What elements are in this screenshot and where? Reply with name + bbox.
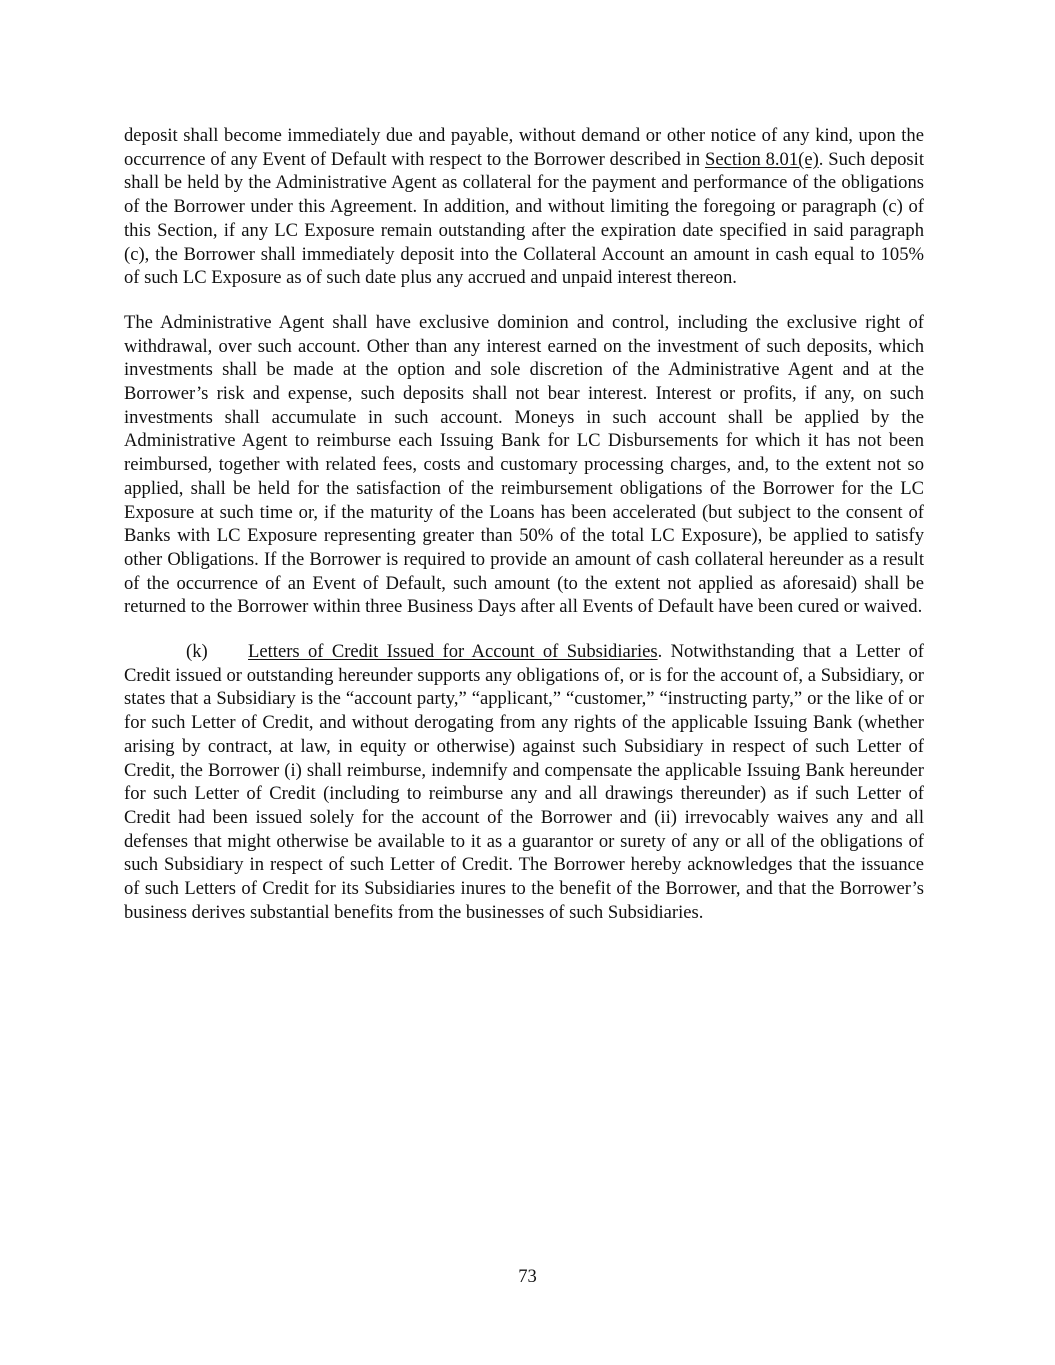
subsection-heading: Letters of Credit Issued for Account of Subsidiaries (248, 641, 658, 663)
document-page (124, 124, 924, 925)
paragraph-administrative-agent: The Administrative Agent shall have exclusive dominion and control, including the exclusive right of withdrawal, over such account. Other than any interest earned on the investment of such deposits, which investments shall be made at the option and sole discretion of the Administrative Agent and at the Borrower’s risk and expense, such deposits shall not bear interest. Interest or profits, if any, on such investments shall accumulate in such account. Moneys in such account shall be applied by the Administrative Agent to reimburse each Issuing Bank for LC Disbursements for which it has not been reimbursed, together with related fees, costs and customary processing charges, and, to the extent not so applied, shall be held for the satisfaction of the reimbursement obligations of the Borrower for the LC Exposure at such time or, if the maturity of the Loans has been accelerated (but subject to the consent of Banks with LC Exposure representing greater than 50% of the total LC Exposure), be applied to satisfy other Obligations. If the Borrower is required to provide an amount of cash collateral hereunder as a result of the occurrence of an Event of Default, such amount (to the extent not applied as aforesaid) shall be returned to the Borrower within three Business Days after all Events of Default have been cured or waived. (124, 311, 924, 618)
section-reference-link[interactable]: Section 8.01(e) (705, 148, 819, 170)
subsection-text: . Notwithstanding that a Letter of Credit issued or outstanding hereunder supports any obligations of, or is for the account of, a Subsidiary, or states that a Subsidiary is the “account party,” “applicant,” “customer,” “instructing party,” or the like of or for such Letter of Credit, and without derogating from any rights of the applicable Issuing Bank (whether arising by contract, at law, in equity or otherwise) against such Subsidiary in respect of such Letter of Credit, the Borrower (i) shall reimburse, indemnify and compensate the applicable Issuing Bank hereunder for such Letter of Credit (including to reimburse any and all drawings thereunder) as if such Letter of Credit had been issued solely for the account of the Borrower and (ii) irrevocably waives any and all defenses that might otherwise be available to it as a guarantor or surety of any or all of the obligations of such Subsidiary in respect of such Letter of Credit. The Borrower hereby acknowledges that the issuance of such Letters of Credit for its Subsidiaries inures to the benefit of the Borrower, and that the Borrower’s business derives substantial benefits from the businesses of such Subsidiaries. (124, 641, 924, 923)
page-number: 73 (518, 1266, 537, 1287)
paragraph-text-start: deposit shall become immediately due and payable, without demand or other notice of any kind, upon the occurrence of any Event of Default with respect to the Borrower described in (124, 125, 924, 170)
paragraph-collateral-deposit (124, 124, 924, 290)
paragraph-text-end: . Such deposit shall be held by the Administrative Agent as collateral for the payment and performance of the obligations of the Borrower under this Agreement. In addition, and without limiting the foregoing or paragraph (c) of this Section, if any LC Exposure remain outstanding after the expiration date specified in said paragraph (c), the Borrower shall immediately deposit into the Collateral Account an amount in cash equal to 105% of such LC Exposure as of such date plus any accrued and unpaid interest thereon. (124, 148, 924, 289)
subsection-label: (k) (186, 641, 208, 663)
paragraph-letters-of-credit-subsidiaries (124, 640, 924, 924)
